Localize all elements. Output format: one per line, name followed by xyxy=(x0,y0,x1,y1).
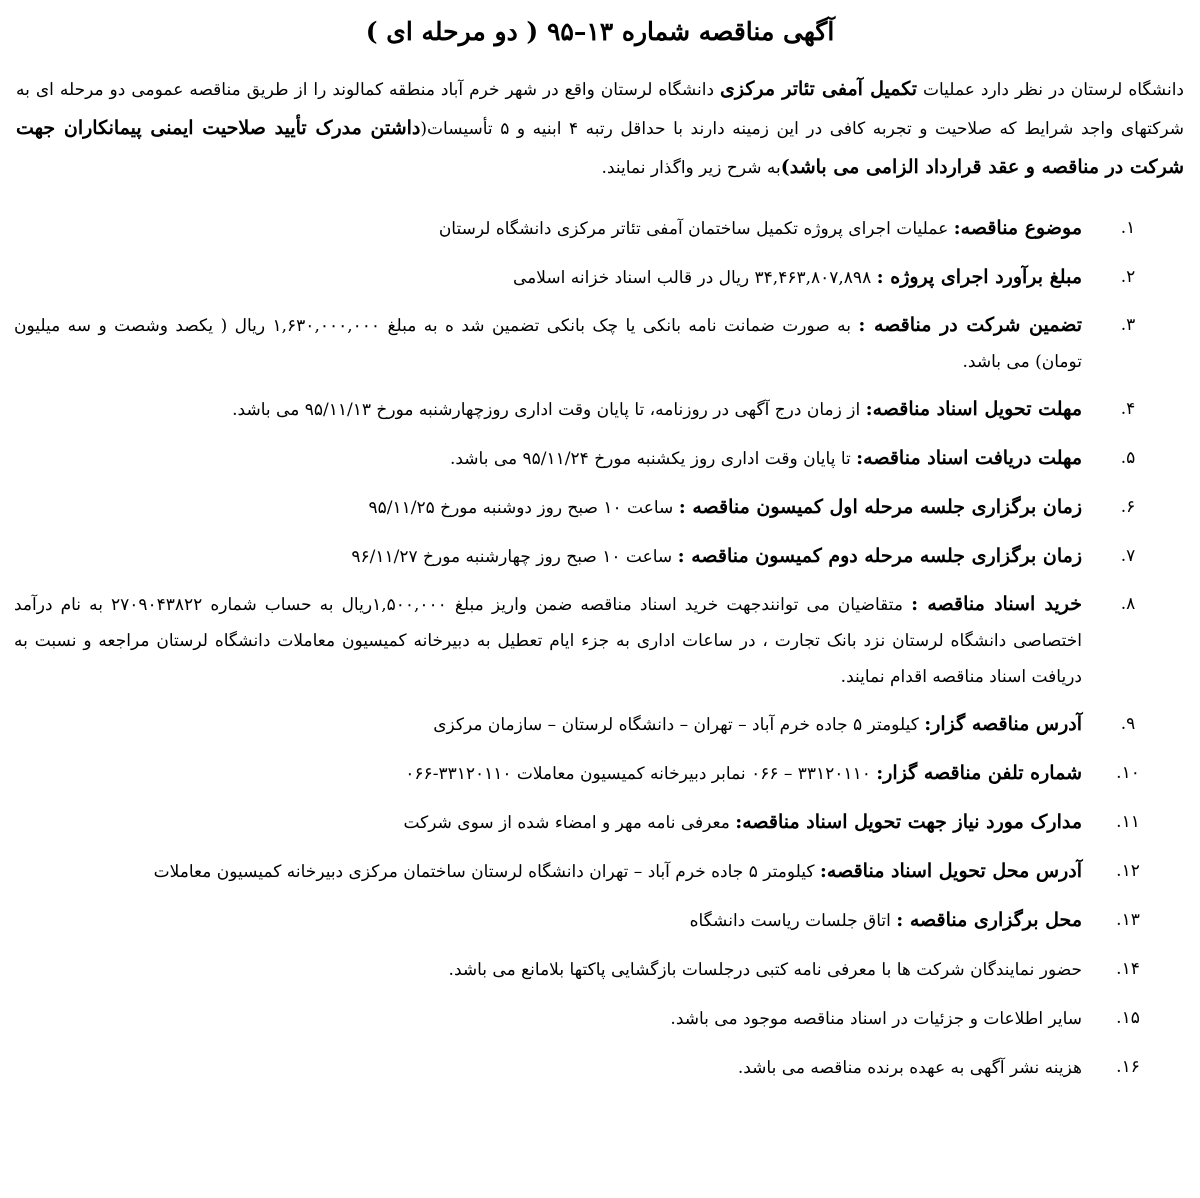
item-text: هزینه نشر آگهی به عهده برنده مناقصه می باشد. xyxy=(737,1058,1082,1078)
item-number: ۸. xyxy=(1120,594,1136,614)
item-label: مدارک مورد نیاز جهت تحویل اسناد مناقصه: xyxy=(735,811,1082,833)
page-title: آگهی مناقصه شماره ۱۳–۹۵ ( دو مرحله ای ) xyxy=(365,17,835,46)
item-number: ۱۵. xyxy=(1116,1008,1140,1028)
item-text: ساعت ۱۰ صبح روز دوشنبه مورخ ۹۵/۱۱/۲۵ xyxy=(368,498,679,518)
item-text: ۳۴,۴۶۳,۸۰۷,۸۹۸ ریال در قالب اسناد خزانه اسلامی xyxy=(513,268,877,288)
list-item-representatives xyxy=(14,950,1186,989)
item-label: تضمین شرکت در مناقصه : xyxy=(858,314,1083,336)
list-item-required-documents xyxy=(14,803,1186,842)
item-label: خرید اسناد مناقصه : xyxy=(911,593,1083,615)
list-item-subject xyxy=(14,209,1186,248)
item-number: ۳. xyxy=(1120,315,1136,335)
item-label: مهلت تحویل اسناد مناقصه: xyxy=(865,398,1082,420)
item-number: ۱. xyxy=(1120,218,1136,238)
item-text: ساعت ۱۰ صبح روز چهارشنبه مورخ ۹۶/۱۱/۲۷ xyxy=(351,547,678,567)
item-text: حضور نمایندگان شرکت ها با معرفی نامه کتبی درجلسات بازگشایی پاکتها بلامانع می باشد. xyxy=(448,960,1082,980)
item-number: ۵. xyxy=(1120,448,1136,468)
intro-text-1: دانشگاه لرستان در نظر دارد عملیات xyxy=(917,80,1184,100)
item-number: ۱۴. xyxy=(1116,959,1140,979)
list-item-venue xyxy=(14,901,1186,940)
list-item-publication-cost xyxy=(14,1048,1186,1087)
intro-text-2: دانشگاه لرستان واقع در شهر خرم آباد منطقه کمالوند را از طریق مناقصه عمومی دو مرحله ای به شرکتهای واجد شرایط که صلاحیت و تجربه کافی در این زمینه دارند با حداقل رتبه ۴ ابنیه و ۵ تأسیسات( xyxy=(16,80,1185,139)
item-text: معرفی نامه مهر و امضاء شده از سوی شرکت xyxy=(403,813,736,833)
item-text: متقاضیان می توانندجهت خرید اسناد مناقصه ضمن واریز مبلغ ۱,۵۰۰,۰۰۰ریال به حساب شماره ۲۷۰۹۰۴۳۸۲۲ به نام درآمد اختصاصی دانشگاه لرستان نزد بانک تجارت ، در ساعات اداری به جزء ایام تعطیل به دبیرخانه کمیسیون معاملات دانشگاه لرستان مراجعه و نسبت به دریافت اسناد مناقصه اقدام نمایند. xyxy=(14,595,1082,687)
item-label: شماره تلفن مناقصه گزار: xyxy=(876,762,1082,784)
intro-safety-requirement: داشتن مدرک تأیید صلاحیت ایمنی پیمانکاران جهت شرکت در مناقصه و عقد قرارداد الزامی می باشد) xyxy=(16,117,1184,178)
item-number: ۷. xyxy=(1120,546,1136,566)
list-item-first-session xyxy=(14,488,1186,527)
intro-project-name: تکمیل آمفی تئاتر مرکزی xyxy=(720,78,918,100)
item-number: ۹. xyxy=(1120,714,1136,734)
item-text: به صورت ضمانت نامه بانکی یا چک بانکی تضمین شد ه به مبلغ ۱,۶۳۰,۰۰۰,۰۰۰ ریال ( یکصد وشصت و سه میلیون تومان) می باشد. xyxy=(14,316,1082,372)
item-label: آدرس مناقصه گزار: xyxy=(924,713,1082,735)
item-number: ۱۲. xyxy=(1116,861,1140,881)
item-label: محل برگزاری مناقصه : xyxy=(896,909,1082,931)
item-label: زمان برگزاری جلسه مرحله اول کمیسون مناقصه : xyxy=(678,496,1082,518)
item-number: ۱۶. xyxy=(1116,1057,1140,1077)
list-item-purchase-documents xyxy=(14,586,1186,695)
item-text: کیلومتر ۵ جاده خرم آباد – تهران – دانشگاه لرستان – سازمان مرکزی xyxy=(433,715,925,735)
item-text: سایر اطلاعات و جزئیات در اسناد مناقصه موجود می باشد. xyxy=(670,1009,1082,1029)
list-item-address xyxy=(14,705,1186,744)
item-number: ۱۰. xyxy=(1116,763,1140,783)
item-text: عملیات اجرای پروژه تکمیل ساختمان آمفی تئاتر مرکزی دانشگاه لرستان xyxy=(438,219,954,239)
list-item-estimate xyxy=(14,258,1186,297)
item-text: ۳۳۱۲۰۱۱۰ – ۰۶۶ نمابر دبیرخانه کمیسیون معاملات ۳۳۱۲۰۱۱۰-۰۶۶ xyxy=(405,764,877,784)
list-item-delivery-deadline xyxy=(14,390,1186,429)
conditions-list xyxy=(14,209,1186,1087)
item-label: آدرس محل تحویل اسناد مناقصه: xyxy=(819,860,1082,882)
item-number: ۶. xyxy=(1120,497,1136,517)
list-item-second-session xyxy=(14,537,1186,576)
item-text: کیلومتر ۵ جاده خرم آباد – تهران دانشگاه لرستان ساختمان مرکزی دبیرخانه کمیسیون معاملات xyxy=(153,862,820,882)
item-label: موضوع مناقصه: xyxy=(953,217,1082,239)
list-item-guarantee xyxy=(14,307,1186,380)
item-number: ۴. xyxy=(1120,399,1136,419)
list-item-delivery-address xyxy=(14,852,1186,891)
item-text: اتاق جلسات ریاست دانشگاه xyxy=(689,911,897,931)
item-label: مبلغ برآورد اجرای پروژه : xyxy=(876,266,1082,288)
item-number: ۱۳. xyxy=(1116,910,1140,930)
item-label: مهلت دریافت اسناد مناقصه: xyxy=(856,447,1082,469)
item-number: ۱۱. xyxy=(1116,812,1140,832)
item-number: ۲. xyxy=(1120,267,1136,287)
item-text: از زمان درج آگهی در روزنامه، تا پایان وقت اداری روزچهارشنبه مورخ ۹۵/۱۱/۱۳ می باشد. xyxy=(232,400,866,420)
list-item-phone xyxy=(14,754,1186,793)
list-item-other-info xyxy=(14,999,1186,1038)
item-text: تا پایان وقت اداری روز یکشنبه مورخ ۹۵/۱۱/۲۴ می باشد. xyxy=(449,449,857,469)
list-item-receipt-deadline xyxy=(14,439,1186,478)
item-label: زمان برگزاری جلسه مرحله دوم کمیسون مناقصه : xyxy=(677,545,1082,567)
intro-paragraph xyxy=(14,70,1186,187)
intro-text-3: به شرح زیر واگذار نمایند. xyxy=(601,158,781,178)
